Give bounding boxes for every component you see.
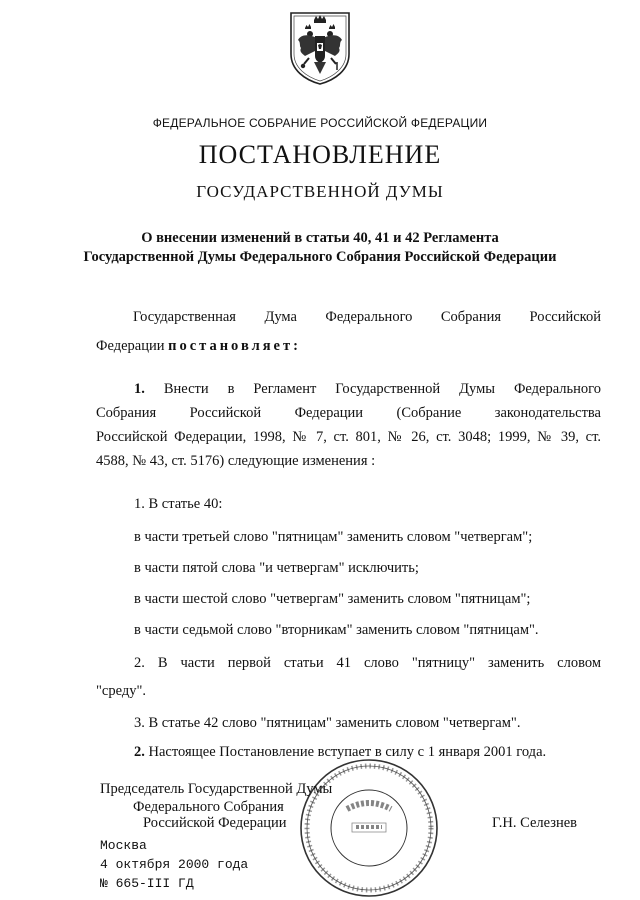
document-subtitle: ГОСУДАРСТВЕННОЙ ДУМЫ bbox=[196, 182, 444, 201]
article-40-part-5: в части пятой слова "и четвергам" исключить; bbox=[134, 560, 419, 576]
coat-of-arms-icon bbox=[287, 10, 353, 86]
signatory-title-line-1: Председатель Государственной Думы bbox=[100, 781, 333, 797]
signatory-title-line-2: Федерального Собрания bbox=[133, 799, 284, 815]
article-40-part-3: в части третьей слово "пятницам" заменить словом "четвергам"; bbox=[134, 529, 533, 545]
article-40-part-6: в части шестой слово "четвергам" заменить словом "пятницам"; bbox=[134, 591, 531, 607]
signing-city: Москва bbox=[100, 838, 147, 853]
preamble-country: Федерации bbox=[96, 338, 169, 354]
item-1-paragraph bbox=[96, 377, 601, 473]
item-1-number: 1. bbox=[134, 381, 145, 397]
signing-date: 4 октября 2000 года bbox=[100, 857, 249, 872]
item-1-line-4: 4588, № 43, ст. 5176) следующие изменения : bbox=[96, 453, 376, 469]
article-42-change: 3. В статье 42 слово "пятницам" заменить словом "четвергам". bbox=[134, 715, 521, 731]
article-41-line-1: 2. В части первой статьи 41 слово "пятницу" заменить словом bbox=[134, 655, 601, 671]
item-2-number: 2. bbox=[134, 744, 145, 760]
item-2-text: Настоящее Постановление вступает в силу с 1 января 2001 года. bbox=[148, 744, 547, 760]
item-1-line-2: Собрания Российской Федерации (Собрание законодательства bbox=[96, 405, 601, 421]
assembly-name: ФЕДЕРАЛЬНОЕ СОБРАНИЕ РОССИЙСКОЙ ФЕДЕРАЦИИ bbox=[152, 116, 488, 130]
preamble-line-2 bbox=[96, 334, 301, 358]
signatory-title-line-3: Российской Федерации bbox=[143, 815, 287, 831]
item-1-line-1: 1. Внести в Регламент Государственной Думы Федерального bbox=[134, 381, 602, 397]
item-1-line-3: Российской Федерации, 1998, № 7, ст. 801, № 26, ст. 3048; 1999, № 39, ст. bbox=[96, 429, 601, 445]
article-40-heading: 1. В статье 40: bbox=[134, 496, 223, 512]
article-41-line-2: "среду". bbox=[96, 683, 147, 699]
decree-word: постановляет: bbox=[168, 338, 301, 354]
official-seal-stamp-icon bbox=[298, 757, 440, 899]
preamble-line-1: Государственная Дума Федерального Собрания Российской bbox=[133, 309, 601, 325]
article-40-part-7: в части седьмой слово "вторникам" заменить словом "пятницам". bbox=[134, 622, 539, 638]
decree-number: № 665-III ГД bbox=[100, 876, 194, 891]
subject-line-2: Государственной Думы Федерального Собрания Российской Федерации bbox=[83, 249, 557, 265]
document-subject bbox=[0, 229, 640, 267]
signatory-name: Г.Н. Селезнев bbox=[492, 815, 577, 831]
subject-line-1: О внесении изменений в статьи 40, 41 и 42 Регламента bbox=[141, 230, 499, 246]
document-title: ПОСТАНОВЛЕНИЕ bbox=[198, 140, 442, 169]
